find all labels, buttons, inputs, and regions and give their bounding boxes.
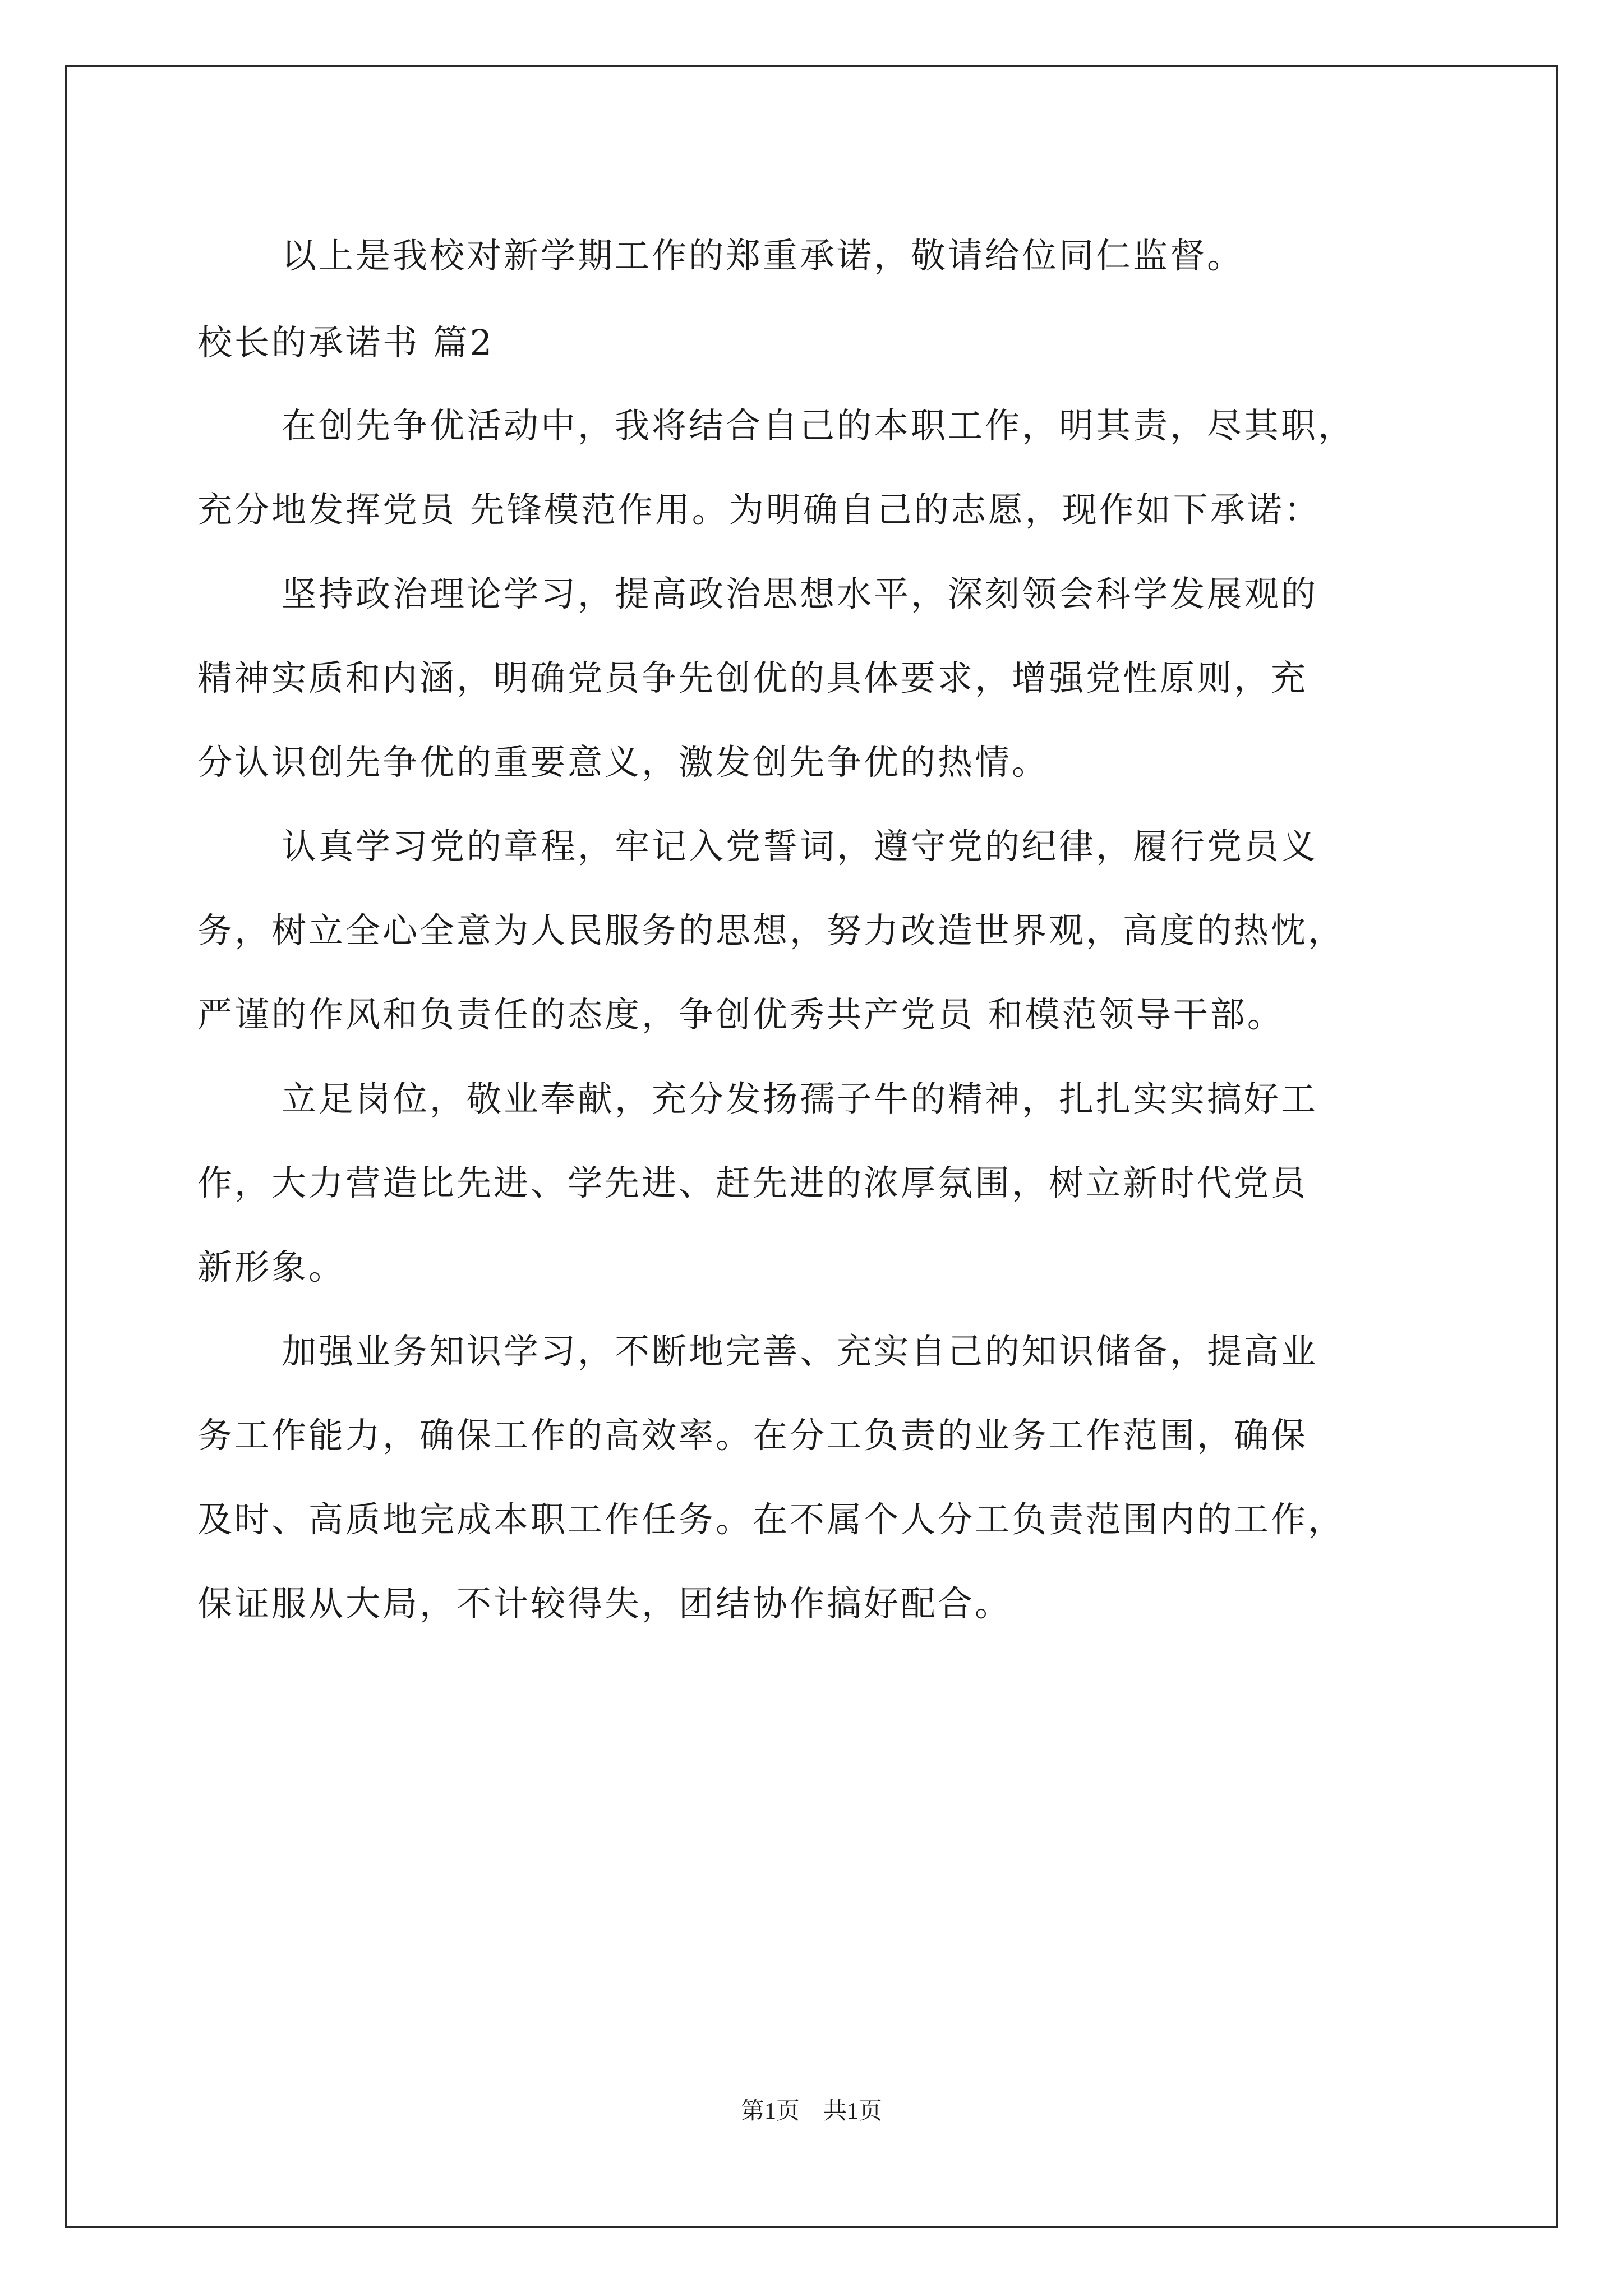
paragraph-line: 坚持政治理论学习，提高政治思想水平，深刻领会科学发展观的 — [282, 573, 1318, 614]
section-heading: 校长的承诺书 篇2 — [197, 322, 495, 363]
paragraph-line: 在创先争优活动中，我将结合自己的本职工作，明其责，尽其职， — [282, 405, 1355, 446]
paragraph-line: 务工作能力，确保工作的高效率。在分工负责的业务工作范围，确保 — [197, 1415, 1308, 1456]
paragraph-line: 务，树立全心全意为人民服务的思想，努力改造世界观，高度的热忱， — [197, 910, 1345, 951]
paragraph-line: 严谨的作风和负责任的态度，争创优秀共产党员 和模范领导干部。 — [197, 994, 1284, 1035]
paragraph-line: 新形象。 — [197, 1246, 346, 1287]
paragraph-line: 充分地发挥党员 先锋模范作用。为明确自己的志愿，现作如下承诺： — [197, 489, 1321, 530]
paragraph-line: 加强业务知识学习，不断地完善、充实自己的知识储备，提高业 — [282, 1331, 1318, 1372]
paragraph-line: 及时、高质地完成本职工作任务。在不属个人分工负责范围内的工作， — [197, 1499, 1345, 1540]
paragraph-line: 精神实质和内涵，明确党员争先创优的具体要求，增强党性原则，充 — [197, 657, 1308, 698]
paragraph-line: 认真学习党的章程，牢记入党誓词，遵守党的纪律，履行党员义 — [282, 826, 1318, 867]
paragraph-line: 立足岗位，敬业奉献，充分发扬孺子牛的精神，扎扎实实搞好工 — [282, 1078, 1318, 1119]
page-border — [65, 65, 1558, 2228]
paragraph-line: 保证服从大局，不计较得失，团结协作搞好配合。 — [197, 1583, 1012, 1624]
paragraph-line: 分认识创先争优的重要意义，激发创先争优的热情。 — [197, 742, 1049, 783]
paragraph-closing-line: 以上是我校对新学期工作的郑重承诺，敬请给位同仁监督。 — [282, 235, 1244, 276]
paragraph-line: 作，大力营造比先进、学先进、赶先进的浓厚氛围，树立新时代党员 — [197, 1162, 1308, 1203]
page-footer: 第1页 共1页 — [740, 2099, 882, 2124]
